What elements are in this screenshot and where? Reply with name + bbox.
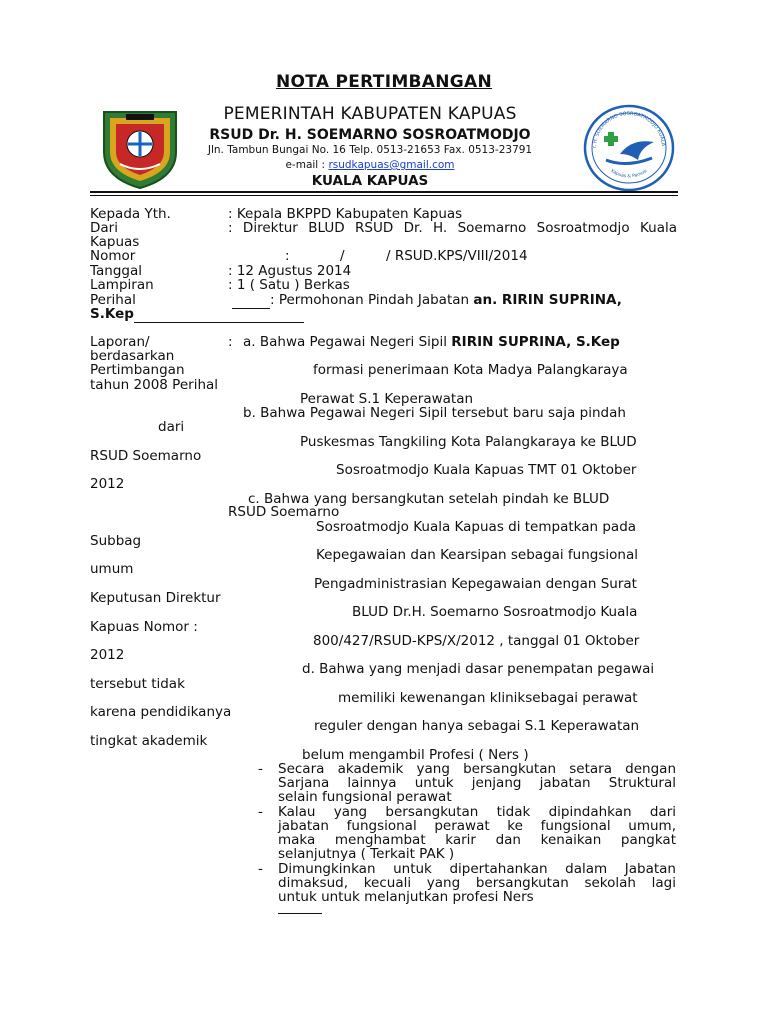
email-line bbox=[180, 159, 560, 171]
point-c-line-5: Kepegawaian dan Kearsipan sebagai fungsional bbox=[316, 547, 638, 563]
nomor-value: / RSUD.KPS/VIII/2014 bbox=[386, 248, 528, 264]
perihal-value: : Permohonan Pindah Jabatan bbox=[270, 292, 474, 308]
point-c-line-12: 2012 bbox=[90, 647, 125, 663]
point-a-line-1 bbox=[243, 335, 620, 350]
dari-value: : Direktur BLUD RSUD Dr. H. Soemarno Sosroatmodjo Kuala bbox=[228, 220, 677, 236]
bullet-3-dash: - bbox=[258, 861, 263, 877]
point-d-line-7: belum mengambil Profesi ( Ners ) bbox=[302, 747, 529, 763]
kabupaten-kapuas-seal-icon bbox=[98, 108, 182, 190]
lampiran-label: Lampiran bbox=[90, 277, 154, 293]
bullet-2-dash: - bbox=[258, 804, 263, 820]
rsud-seal-icon bbox=[582, 102, 676, 194]
nomor-slash: / bbox=[340, 248, 345, 264]
point-d-line-3: memiliki kewenangan kliniksebagai perawat bbox=[338, 690, 638, 706]
nomor-label: Nomor bbox=[90, 248, 136, 264]
point-a-name: RIRIN SUPRINA, S.Kep bbox=[451, 334, 620, 350]
point-a-line-2: formasi penerimaan Kota Madya Palangkaraya bbox=[313, 362, 628, 378]
bullet-2-line-2: jabatan fungsional perawat ke fungsional umum, bbox=[278, 818, 676, 834]
laporan-label: Laporan/ bbox=[90, 334, 150, 350]
seal-arc-text: r. H. SOEMARNO SOSROATMODJO KUALA bbox=[591, 110, 666, 149]
header-rule-thick bbox=[90, 191, 678, 193]
email-label: e-mail : bbox=[285, 159, 329, 171]
point-a-prefix: a. Bahwa Pegawai Negeri Sipil bbox=[243, 334, 452, 350]
bullet-1-line-2: Sarjana lainnya untuk jenjang jabatan Struktural bbox=[278, 775, 676, 791]
bullet-2-line-1: Kalau yang bersangkutan tidak dipindahkan dari bbox=[278, 804, 676, 820]
point-d-line-6: tingkat akademik bbox=[90, 733, 208, 749]
header-rule-thin bbox=[90, 195, 678, 196]
tanggal-label: Tanggal bbox=[90, 263, 143, 279]
kepada-value: : Kepala BKPPD Kabupaten Kapuas bbox=[228, 206, 463, 222]
laporan-label-3: Pertimbangan bbox=[90, 362, 185, 378]
perihal-name: an. RIRIN SUPRINA, bbox=[473, 292, 622, 308]
point-c-line-2: RSUD Soemarno bbox=[228, 504, 340, 520]
point-d-line-4: karena pendidikanya bbox=[90, 704, 232, 720]
point-c-line-11: 800/427/RSUD-KPS/X/2012 , tanggal 01 Oktober bbox=[313, 633, 640, 649]
point-c-line-8: Keputusan Direktur bbox=[90, 590, 221, 606]
city-name: KUALA KAPUAS bbox=[311, 173, 429, 189]
document-title: NOTA PERTIMBANGAN bbox=[275, 72, 493, 92]
point-c-line-1: c. Bahwa yang bersangkutan setelah pindah ke BLUD bbox=[248, 491, 610, 507]
laporan-label-2: berdasarkan bbox=[90, 348, 175, 364]
bullet-1-line-1: Secara akademik yang bersangkutan setara dengan bbox=[278, 761, 676, 777]
point-d-line-5: reguler dengan hanya sebagai S.1 Keperawatan bbox=[314, 718, 640, 734]
bullet-3-line-2: dimaksud, kecuali yang bersangkutan sekolah lagi bbox=[278, 875, 676, 891]
point-b-line-1: b. Bahwa Pegawai Negeri Sipil tersebut baru saja pindah bbox=[243, 405, 626, 421]
hospital-name: RSUD Dr. H. SOEMARNO SOSROATMODJO bbox=[209, 127, 531, 143]
kepada-label: Kepada Yth. bbox=[90, 206, 171, 222]
lampiran-value: : 1 ( Satu ) Berkas bbox=[228, 277, 350, 293]
bullet-3-line-3: untuk untuk melanjutkan profesi Ners bbox=[278, 889, 534, 905]
bullet-2-line-4: selanjutnya ( Terkait PAK ) bbox=[278, 846, 455, 862]
perihal-continuation bbox=[90, 307, 304, 323]
dari-label: Dari bbox=[90, 220, 118, 236]
email-link[interactable]: rsudkapuas@gmail.com bbox=[328, 159, 455, 171]
perihal-label: Perihal bbox=[90, 292, 136, 308]
point-a-line-4: Perawat S.1 Keperawatan bbox=[300, 391, 474, 407]
laporan-colon: : bbox=[228, 334, 233, 350]
government-name: PEMERINTAH KABUPATEN KAPUAS bbox=[223, 104, 517, 124]
closing-underline bbox=[278, 913, 322, 914]
point-d-line-2: tersebut tidak bbox=[90, 676, 185, 692]
perihal-underline bbox=[134, 307, 304, 323]
point-b-line-4: RSUD Soemarno bbox=[90, 448, 202, 464]
point-c-line-4: Subbag bbox=[90, 533, 142, 549]
point-c-line-9: BLUD Dr.H. Soemarno Sosroatmodjo Kuala bbox=[352, 604, 638, 620]
bullet-1-line-3: selain fungsional perawat bbox=[278, 789, 452, 805]
tanggal-value: : 12 Agustus 2014 bbox=[228, 263, 352, 279]
point-b-line-5: Sosroatmodjo Kuala Kapuas TMT 01 Oktober bbox=[336, 462, 637, 478]
point-c-line-7: Pengadministrasian Kepegawaian dengan Surat bbox=[314, 576, 637, 592]
bullet-1-dash: - bbox=[258, 761, 263, 777]
nomor-colon: : bbox=[285, 248, 290, 264]
point-b-line-3: Puskesmas Tangkiling Kota Palangkaraya ke BLUD bbox=[300, 434, 637, 450]
point-d-line-1: d. Bahwa yang menjadi dasar penempatan pegawai bbox=[302, 661, 655, 677]
point-a-line-3: tahun 2008 Perihal bbox=[90, 377, 219, 393]
point-c-line-10: Kapuas Nomor : bbox=[90, 619, 198, 635]
seal-motto-text: Kapuas & Pamusi bbox=[609, 168, 649, 180]
point-c-line-3: Sosroatmodjo Kuala Kapuas di tempatkan pada bbox=[316, 519, 637, 535]
hospital-address: Jln. Tambun Bungai No. 16 Telp. 0513-21653 Fax. 0513-23791 bbox=[207, 144, 533, 156]
dari-continuation: Kapuas bbox=[90, 234, 140, 250]
perihal-cont-text: S.Kep bbox=[90, 306, 134, 322]
point-b-line-2: dari bbox=[158, 419, 185, 435]
bullet-2-line-3: maka menghambat karir dan kenaikan pangkat bbox=[278, 832, 676, 848]
point-b-line-6: 2012 bbox=[90, 476, 125, 492]
point-c-line-6: umum bbox=[90, 561, 134, 577]
bullet-3-line-1: Dimungkinkan untuk dipertahankan dalam Jabatan bbox=[278, 861, 676, 877]
